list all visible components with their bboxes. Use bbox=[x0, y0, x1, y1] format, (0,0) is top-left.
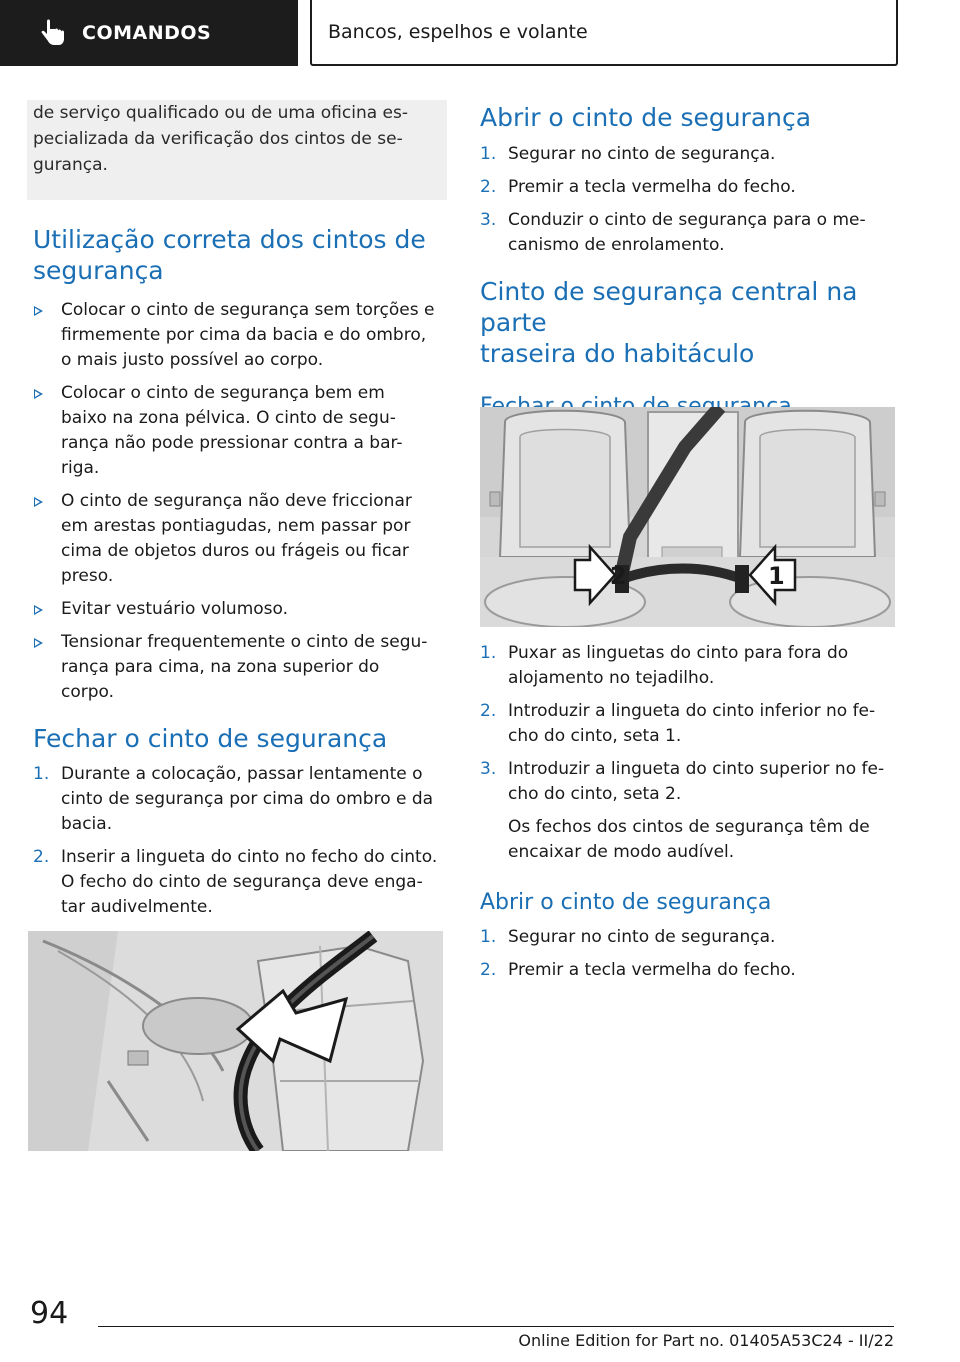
heading-center-belt bbox=[480, 276, 896, 369]
step-item bbox=[480, 175, 896, 200]
heading-line: Cinto de segurança central na parte bbox=[480, 277, 858, 337]
heading-center-open: Abrir o cinto de segurança bbox=[480, 890, 772, 915]
step-number: 3. bbox=[480, 210, 497, 230]
note-box bbox=[27, 100, 447, 200]
step-item bbox=[33, 845, 447, 920]
triangle-bullet-icon bbox=[34, 638, 43, 648]
line: bacia. bbox=[61, 814, 113, 834]
front-seat-drawing bbox=[28, 931, 443, 1151]
line: Os fechos dos cintos de segurança têm de bbox=[508, 817, 870, 837]
step-number: 2. bbox=[480, 960, 497, 980]
line: O cinto de segurança não deve friccionar bbox=[61, 491, 412, 511]
heading-open-belt: Abrir o cinto de segurança bbox=[480, 103, 812, 132]
step-number: 2. bbox=[480, 177, 497, 197]
step-item bbox=[480, 925, 896, 950]
line: cho do cinto, seta 2. bbox=[508, 784, 682, 804]
step-number: 2. bbox=[480, 701, 497, 721]
line: alojamento no tejadilho. bbox=[508, 668, 715, 688]
line: em arestas pontiagudas, nem passar por bbox=[61, 516, 411, 536]
step-number: 3. bbox=[480, 759, 497, 779]
step-item bbox=[480, 641, 896, 691]
line: Premir a tecla vermelha do fecho. bbox=[508, 177, 796, 197]
chapter-tab bbox=[310, 0, 898, 66]
rear-center-belt-illustration bbox=[480, 407, 895, 627]
line: Durante a colocação, passar lentamente o bbox=[61, 764, 423, 784]
list-item bbox=[33, 298, 447, 373]
line: rança não pode pressionar contra a bar- bbox=[61, 433, 403, 453]
step-item bbox=[480, 757, 896, 807]
front-seat-illustration bbox=[28, 931, 443, 1151]
open-steps bbox=[480, 142, 896, 258]
line: Colocar o cinto de segurança bem em bbox=[61, 383, 385, 403]
line: corpo. bbox=[61, 682, 115, 702]
left-column bbox=[33, 100, 447, 928]
step-number: 1. bbox=[480, 144, 497, 164]
figure-label-1: 1 bbox=[768, 562, 785, 590]
step-note bbox=[480, 815, 896, 865]
step-number: 1. bbox=[33, 764, 50, 784]
chapter-title: Bancos, espelhos e volante bbox=[328, 21, 588, 43]
list-item bbox=[33, 597, 447, 622]
step-item bbox=[480, 699, 896, 749]
line: cinto de segurança por cima do ombro e da bbox=[61, 789, 434, 809]
line: tar audivelmente. bbox=[61, 897, 213, 917]
line: cima de objetos duros ou frágeis ou ficar bbox=[61, 541, 409, 561]
triangle-bullet-icon bbox=[34, 306, 43, 316]
line: firmemente por cima da bacia e do ombro, bbox=[61, 325, 427, 345]
center-open-steps bbox=[480, 925, 896, 983]
figure-label-2: 2 bbox=[610, 562, 627, 590]
right-column-lower bbox=[480, 641, 896, 991]
hand-pointer-icon bbox=[40, 19, 66, 47]
section-title: COMANDOS bbox=[82, 22, 212, 44]
line: Premir a tecla vermelha do fecho. bbox=[508, 960, 796, 980]
heading-line: segurança bbox=[33, 256, 164, 285]
page-number: 94 bbox=[30, 1296, 69, 1331]
heading-fasten-belt: Fechar o cinto de segurança bbox=[33, 724, 388, 753]
line: preso. bbox=[61, 566, 114, 586]
line: Introduzir a lingueta do cinto superior no fe- bbox=[508, 759, 885, 779]
line: Introduzir a lingueta do cinto inferior no fe- bbox=[508, 701, 876, 721]
note-line: pecializada da verificação dos cintos de se- bbox=[33, 129, 403, 149]
usage-bullet-list bbox=[33, 298, 447, 705]
line: Tensionar frequentemente o cinto de segu- bbox=[61, 632, 428, 652]
line: o mais justo possível ao corpo. bbox=[61, 350, 324, 370]
footer-divider bbox=[98, 1326, 894, 1327]
step-number: 2. bbox=[33, 847, 50, 867]
heading-line: Utilização correta dos cintos de bbox=[33, 225, 426, 254]
edition-note: Online Edition for Part no. 01405A53C24 - II/22 bbox=[518, 1331, 894, 1350]
list-item bbox=[33, 489, 447, 589]
triangle-bullet-icon bbox=[34, 497, 43, 507]
rear-seat-drawing bbox=[480, 407, 895, 627]
step-number: 1. bbox=[480, 927, 497, 947]
center-fasten-steps bbox=[480, 641, 896, 807]
line: canismo de enrolamento. bbox=[508, 235, 725, 255]
line: Puxar as linguetas do cinto para fora do bbox=[508, 643, 849, 663]
line: rança para cima, na zona superior do bbox=[61, 657, 380, 677]
line: Colocar o cinto de segurança sem torções e bbox=[61, 300, 435, 320]
list-item bbox=[33, 630, 447, 705]
note-line: gurança. bbox=[33, 155, 108, 175]
line: baixo na zona pélvica. O cinto de segu- bbox=[61, 408, 396, 428]
step-item bbox=[33, 762, 447, 837]
line: encaixar de modo audível. bbox=[508, 842, 735, 862]
line: Segurar no cinto de segurança. bbox=[508, 927, 776, 947]
heading-correct-use bbox=[33, 224, 447, 286]
step-number: 1. bbox=[480, 643, 497, 663]
heading-line: traseira do habitáculo bbox=[480, 339, 755, 368]
list-item bbox=[33, 381, 447, 481]
step-item bbox=[480, 958, 896, 983]
line: Evitar vestuário volumoso. bbox=[61, 599, 289, 619]
line: Inserir a lingueta do cinto no fecho do cinto. bbox=[61, 847, 438, 867]
line: Segurar no cinto de segurança. bbox=[508, 144, 776, 164]
step-item bbox=[480, 142, 896, 167]
line: riga. bbox=[61, 458, 100, 478]
step-item bbox=[480, 208, 896, 258]
note-line: de serviço qualificado ou de uma oficina es- bbox=[33, 103, 409, 123]
section-tab bbox=[0, 0, 298, 66]
line: Conduzir o cinto de segurança para o me- bbox=[508, 210, 866, 230]
right-column bbox=[480, 100, 896, 421]
line: cho do cinto, seta 1. bbox=[508, 726, 682, 746]
line: O fecho do cinto de segurança deve enga- bbox=[61, 872, 423, 892]
triangle-bullet-icon bbox=[34, 605, 43, 615]
triangle-bullet-icon bbox=[34, 389, 43, 399]
fasten-steps bbox=[33, 762, 447, 920]
